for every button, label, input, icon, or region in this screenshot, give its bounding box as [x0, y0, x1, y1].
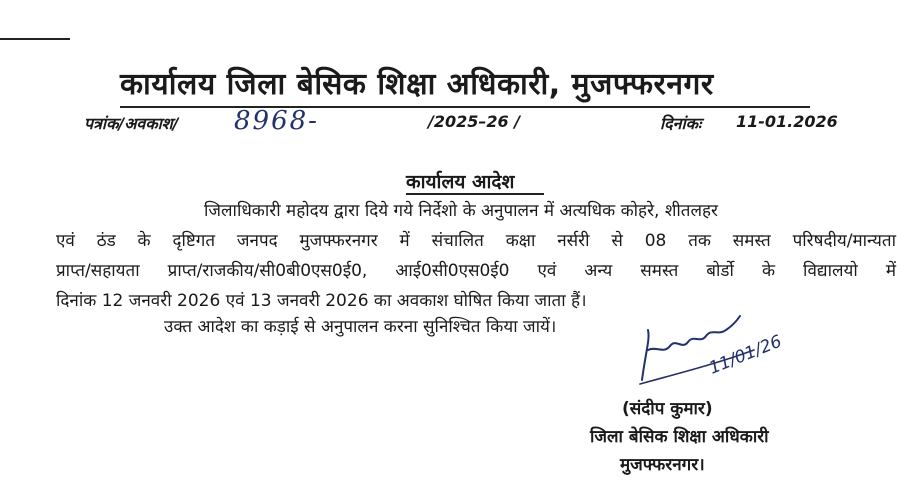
order-body	[56, 196, 896, 316]
reference-year: /2025–26 /	[428, 112, 521, 131]
date-label: दिनांकः	[660, 114, 702, 133]
top-margin-rule	[0, 38, 70, 40]
title-underline	[120, 106, 810, 108]
date-value: 11-01.2026	[736, 112, 838, 131]
signature-date: 11/01/26	[706, 331, 785, 379]
handwritten-signature	[636, 310, 806, 390]
signatory-place: मुजफ्फरनगर।	[620, 455, 705, 475]
reference-number: 8968-	[234, 106, 319, 136]
order-line: दिनांक 12 जनवरी 2026 एवं 13 जनवरी 2026 का अवकाश घोषित किया जाता हैं।	[56, 291, 587, 311]
order-line: प्राप्त/सहायता प्राप्त/राजकीय/सी0बी0एस0ई0, आई0सी0एस0ई0 एवं अन्य समस्त बोर्डो के विद्यालयो में	[56, 261, 896, 281]
order-heading: कार्यालय आदेश	[406, 171, 515, 193]
signatory-designation: जिला बेसिक शिक्षा अधिकारी	[590, 427, 769, 447]
office-title: कार्यालय जिला बेसिक शिक्षा अधिकारी, मुजफ्फरनगर	[120, 67, 714, 102]
order-closing: उक्त आदेश का कड़ाई से अनुपालन करना सुनिश्चित किया जायें।	[164, 317, 557, 337]
order-line: जिलाधिकारी महोदय द्वारा दिये गये निर्देशो के अनुपालन में अत्यधिक कोहरे, शीतलहर	[204, 201, 718, 221]
signatory-name: (संदीप कुमार)	[622, 399, 713, 419]
heading-underline	[406, 193, 544, 195]
reference-label: पत्रांक/अवकाश/	[84, 114, 179, 133]
order-line: एवं ठंड के दृष्टिगत जनपद मुजफ्फरनगर में संचालित कक्षा नर्सरी से 08 तक समस्त परिषदीय/मान्यता	[56, 231, 896, 251]
